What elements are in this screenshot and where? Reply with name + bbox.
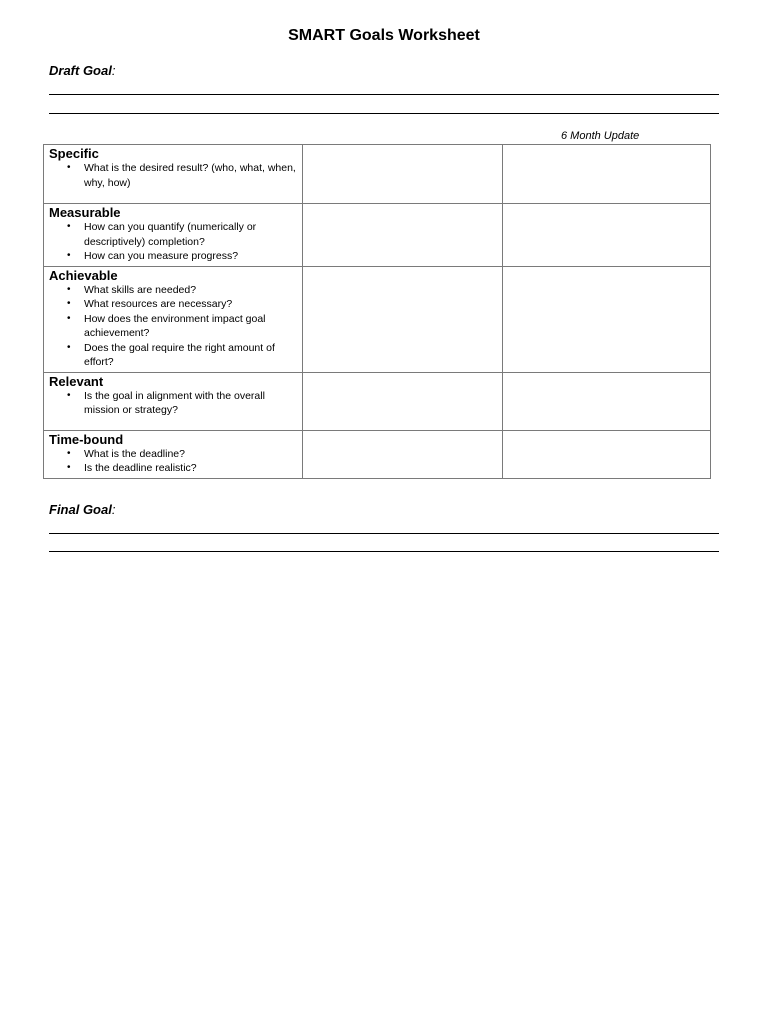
question-list-achievable bbox=[49, 283, 297, 370]
bullet-icon: • bbox=[67, 447, 71, 459]
goal-entry-cell-achievable[interactable] bbox=[303, 266, 502, 372]
question-item bbox=[67, 312, 297, 341]
question-text: How can you quantify (numerically or descriptively) completion? bbox=[84, 221, 257, 248]
question-text: What is the desired result? (who, what, when, why, how) bbox=[84, 162, 296, 189]
question-text: Is the goal in alignment with the overall mission or strategy? bbox=[84, 389, 265, 416]
draft-goal-label-text: Draft Goal bbox=[49, 63, 112, 78]
question-item bbox=[67, 389, 297, 418]
criteria-row-relevant bbox=[44, 372, 711, 430]
draft-goal-label-colon: : bbox=[111, 63, 116, 78]
question-item bbox=[67, 297, 297, 312]
question-text: What is the deadline? bbox=[84, 447, 185, 460]
update-entry-cell-measurable[interactable] bbox=[502, 204, 710, 267]
question-text: How does the environment impact goal achievement? bbox=[84, 312, 266, 339]
criteria-row-time-bound bbox=[44, 430, 711, 478]
criteria-cell-time-bound bbox=[44, 430, 303, 478]
criteria-cell-relevant bbox=[44, 372, 303, 430]
update-entry-cell-time-bound[interactable] bbox=[502, 430, 710, 478]
bullet-icon: • bbox=[67, 250, 71, 261]
goal-entry-cell-specific[interactable] bbox=[303, 145, 502, 204]
final-goal-label-text: Final Goal bbox=[49, 502, 112, 517]
bullet-icon: • bbox=[67, 298, 71, 309]
final-goal-label bbox=[49, 502, 115, 517]
criteria-heading-measurable: Measurable bbox=[49, 205, 121, 220]
question-list-measurable bbox=[49, 220, 297, 264]
criteria-heading-relevant: Relevant bbox=[49, 373, 104, 389]
criteria-row-measurable bbox=[44, 204, 711, 267]
final-goal-line-1[interactable] bbox=[49, 533, 719, 534]
goal-entry-cell-relevant[interactable] bbox=[303, 372, 502, 430]
criteria-heading-achievable: Achievable bbox=[49, 267, 118, 283]
question-text: How can you measure progress? bbox=[84, 250, 239, 262]
bullet-icon: • bbox=[67, 221, 71, 232]
question-list-relevant bbox=[49, 389, 297, 418]
update-entry-cell-achievable[interactable] bbox=[502, 266, 710, 372]
bullet-icon: • bbox=[67, 162, 71, 173]
bullet-icon: • bbox=[67, 341, 71, 353]
final-goal-label-colon: : bbox=[111, 502, 116, 517]
bullet-icon: • bbox=[67, 283, 71, 295]
criteria-cell-measurable bbox=[44, 204, 303, 267]
question-item bbox=[67, 220, 297, 249]
update-entry-cell-specific[interactable] bbox=[502, 145, 710, 204]
question-item bbox=[67, 447, 297, 462]
bullet-icon: • bbox=[67, 312, 71, 324]
six-month-update-header: 6 Month Update bbox=[561, 130, 640, 142]
question-text: What resources are necessary? bbox=[84, 298, 233, 310]
question-text: What skills are needed? bbox=[84, 283, 197, 296]
question-item bbox=[67, 341, 297, 370]
question-text: Is the deadline realistic? bbox=[84, 462, 197, 474]
criteria-heading-time-bound: Time-bound bbox=[49, 431, 124, 447]
criteria-heading-specific: Specific bbox=[49, 146, 99, 161]
draft-goal-line-2[interactable] bbox=[49, 113, 719, 114]
question-item bbox=[67, 461, 297, 476]
bullet-icon: • bbox=[67, 462, 71, 473]
question-text: Does the goal require the right amount of effort? bbox=[84, 341, 275, 368]
question-list-time-bound bbox=[49, 447, 297, 476]
criteria-cell-achievable bbox=[44, 266, 303, 372]
goal-entry-cell-measurable[interactable] bbox=[303, 204, 502, 267]
question-item bbox=[67, 283, 297, 298]
criteria-row-achievable bbox=[44, 266, 711, 372]
draft-goal-label bbox=[49, 63, 115, 78]
goal-entry-cell-time-bound[interactable] bbox=[303, 430, 502, 478]
question-item bbox=[67, 249, 297, 264]
question-list-specific bbox=[49, 161, 297, 190]
page-title: SMART Goals Worksheet bbox=[288, 27, 480, 44]
bullet-icon: • bbox=[67, 389, 71, 401]
final-goal-line-2[interactable] bbox=[49, 551, 719, 552]
draft-goal-line-1[interactable] bbox=[49, 94, 719, 95]
question-item bbox=[67, 161, 297, 190]
update-entry-cell-relevant[interactable] bbox=[502, 372, 710, 430]
criteria-row-specific bbox=[44, 145, 711, 204]
criteria-cell-specific bbox=[44, 145, 303, 204]
smart-criteria-table bbox=[43, 144, 711, 479]
